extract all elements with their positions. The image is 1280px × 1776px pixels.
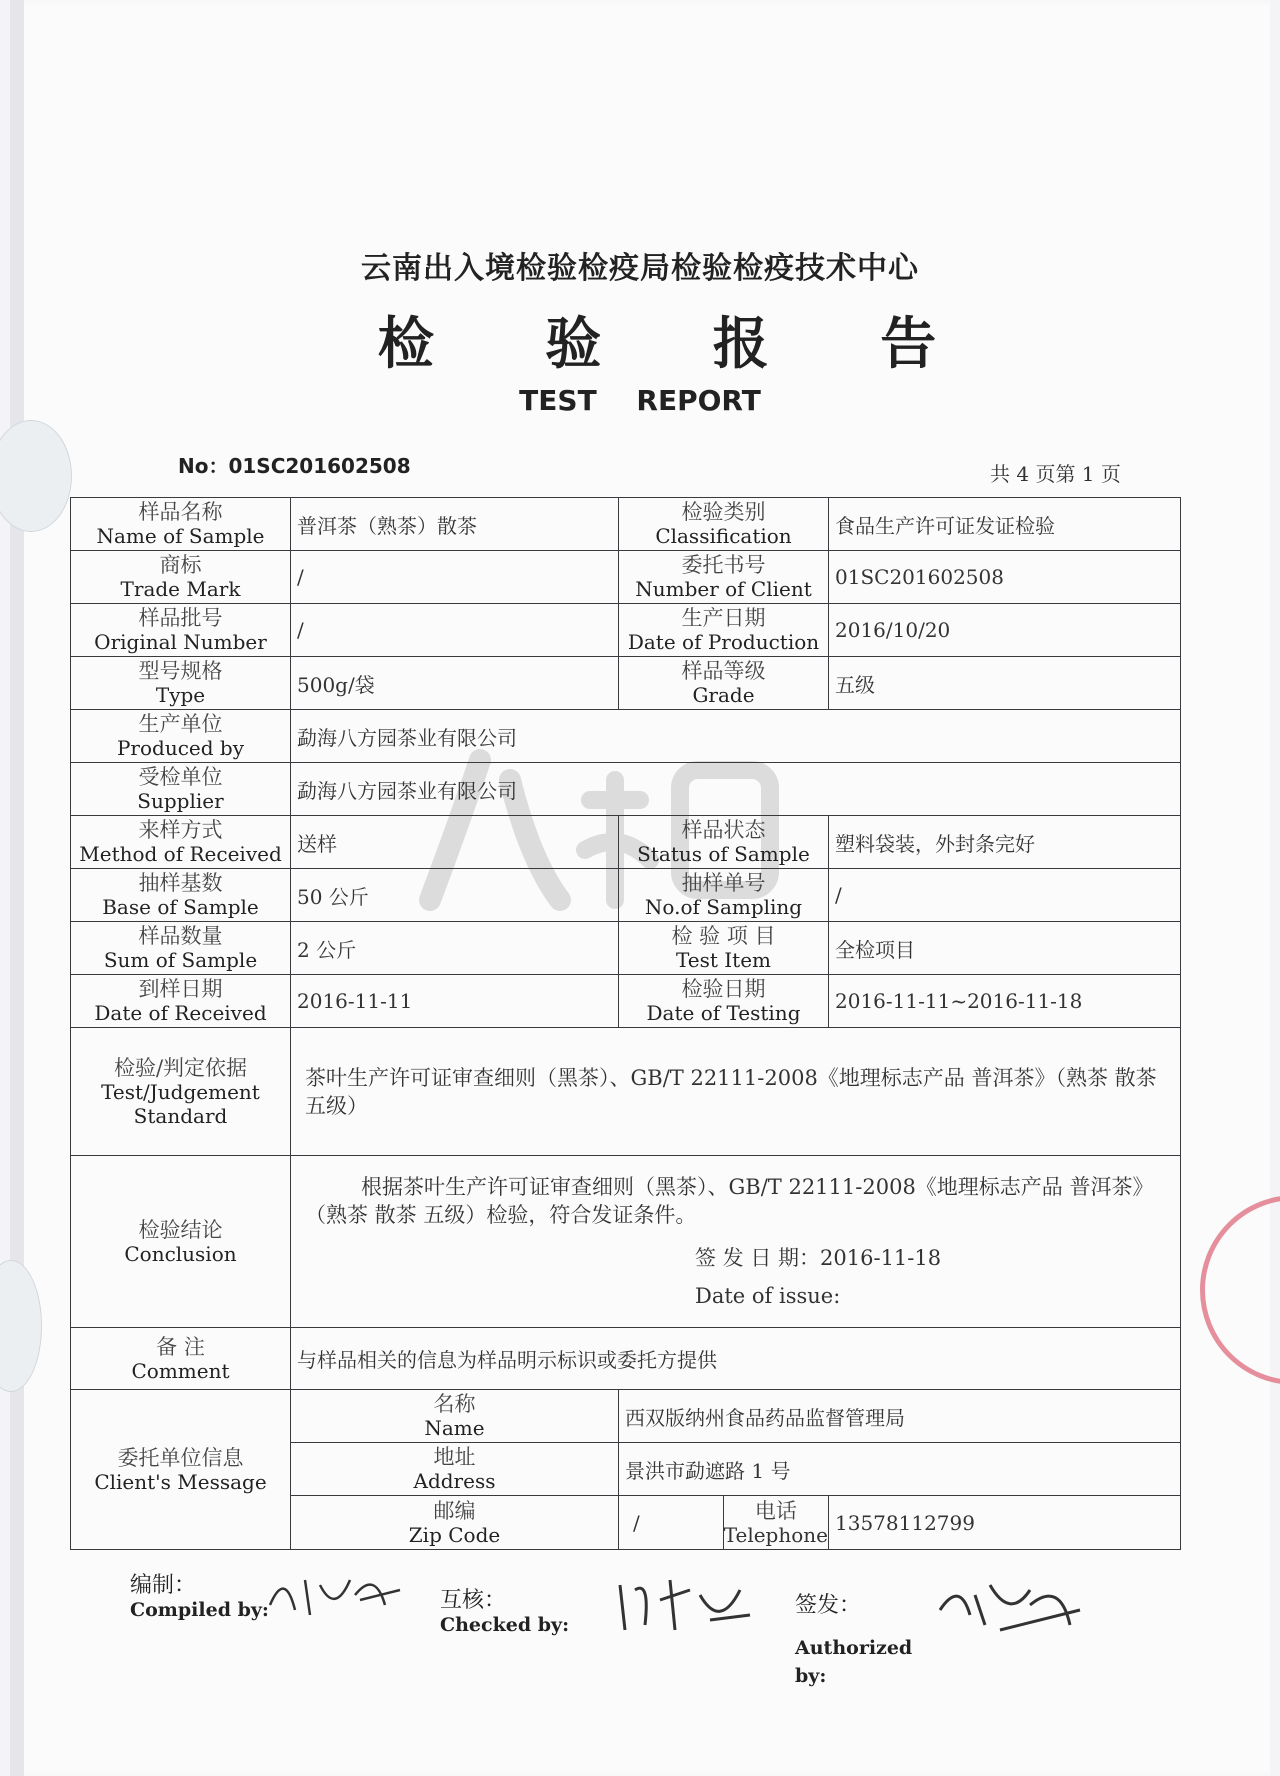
report-table [70,497,1181,1550]
table-row [71,1390,1181,1443]
report-number: No：01SC201602508 [178,454,411,478]
sampling-no-label: 抽样单号 No.of Sampling [619,869,829,922]
table-row [71,922,1181,975]
standard-value: 茶叶生产许可证审查细则（黑茶）、GB/T 22111-2008《地理标志产品 普洱茶》（熟茶 散茶 五级） [291,1028,1181,1156]
sample-name-label: 样品名称 Name of Sample [71,498,291,551]
date-received-label: 到样日期 Date of Received [71,975,291,1028]
checked-signature [610,1570,760,1640]
compiled-signature [260,1565,410,1625]
table-row [71,604,1181,657]
client-telephone-value: 13578112799 [829,1496,1181,1550]
client-address-label: 地址 Address [291,1443,619,1496]
classification-value: 食品生产许可证发证检验 [829,498,1181,551]
trade-mark-value: / [291,551,619,604]
authorized-signature [930,1570,1090,1650]
organization-name: 云南出入境检验检疫局检验检疫技术中心 [361,251,919,286]
comment-label: 备 注 Comment [71,1328,291,1390]
supplier-label: 受检单位 Supplier [71,763,291,816]
sum-sample-label: 样品数量 Sum of Sample [71,922,291,975]
sample-status-label: 样品状态 Status of Sample [619,816,829,869]
supplier-value: 勐海八方园茶业有限公司 [291,763,1181,816]
type-label: 型号规格 Type [71,657,291,710]
sample-status-value: 塑料袋装，外封条完好 [829,816,1181,869]
grade-value: 五级 [829,657,1181,710]
client-name-label: 名称 Name [291,1390,619,1443]
method-received-value: 送样 [291,816,619,869]
date-received-value: 2016-11-11 [291,975,619,1028]
base-sample-value: 50 公斤 [291,869,619,922]
table-row [71,975,1181,1028]
table-row [71,498,1181,551]
original-number-value: / [291,604,619,657]
original-number-label: 样品批号 Original Number [71,604,291,657]
standard-label: 检验/判定依据 Test/Judgement Standard [71,1028,291,1156]
date-testing-value: 2016-11-11~2016-11-18 [829,975,1181,1028]
table-row [71,551,1181,604]
conclusion-text: 根据茶叶生产许可证审查细则（黑茶）、GB/T 22111-2008《地理标志产品 普洱茶》（熟茶 散茶 五级）检验，符合发证条件。 [305,1174,1154,1227]
table-row [71,710,1181,763]
checked-by: 互核： Checked by: [440,1588,570,1636]
issue-date-en: Date of issue: [695,1283,841,1308]
type-value: 500g/袋 [291,657,619,710]
method-received-label: 来样方式 Method of Received [71,816,291,869]
test-item-label: 检 验 项 目 Test Item [619,922,829,975]
sum-sample-value: 2 公斤 [291,922,619,975]
client-zip-label: 邮编 Zip Code [291,1496,619,1550]
report-title: 检 验 报 告 [377,312,983,377]
client-address-value: 景洪市勐遮路 1 号 [619,1443,1181,1496]
sampling-no-value: / [829,869,1181,922]
table-row [71,816,1181,869]
test-item-value: 全检项目 [829,922,1181,975]
page-info: 共 4 页第 1 页 [990,462,1121,486]
table-row [71,657,1181,710]
client-name-value: 西双版纳州食品药品监督管理局 [619,1390,1181,1443]
issue-date-cn: 签 发 日 期：2016-11-18 [695,1245,942,1270]
punch-hole [0,1260,42,1392]
table-row [71,1156,1181,1328]
report-subtitle: TEST REPORT [519,384,761,417]
table-row [71,763,1181,816]
compiled-by: 编制： Compiled by: [130,1573,269,1621]
trade-mark-label: 商标 Trade Mark [71,551,291,604]
classification-label: 检验类别 Classification [619,498,829,551]
production-date-label: 生产日期 Date of Production [619,604,829,657]
produced-by-label: 生产单位 Produced by [71,710,291,763]
base-sample-label: 抽样基数 Base of Sample [71,869,291,922]
table-row [71,869,1181,922]
client-telephone-label: 电话 Telephone [723,1498,828,1547]
table-row [71,1328,1181,1390]
client-number-value: 01SC201602508 [829,551,1181,604]
conclusion-value [291,1156,1181,1328]
client-zip-telephone [619,1496,829,1550]
table-row [71,1028,1181,1156]
sample-name-value: 普洱茶（熟茶）散茶 [291,498,619,551]
date-testing-label: 检验日期 Date of Testing [619,975,829,1028]
client-number-label: 委托书号 Number of Client [619,551,829,604]
authorized-by: 签发： Authorized by: [795,1593,913,1687]
comment-value: 与样品相关的信息为样品明示标识或委托方提供 [291,1328,1181,1390]
client-message-label: 委托单位信息 Client's Message [71,1390,291,1550]
client-zip-value: / [619,1496,724,1549]
conclusion-label: 检验结论 Conclusion [71,1156,291,1328]
production-date-value: 2016/10/20 [829,604,1181,657]
produced-by-value: 勐海八方园茶业有限公司 [291,710,1181,763]
punch-hole [0,420,72,532]
grade-label: 样品等级 Grade [619,657,829,710]
